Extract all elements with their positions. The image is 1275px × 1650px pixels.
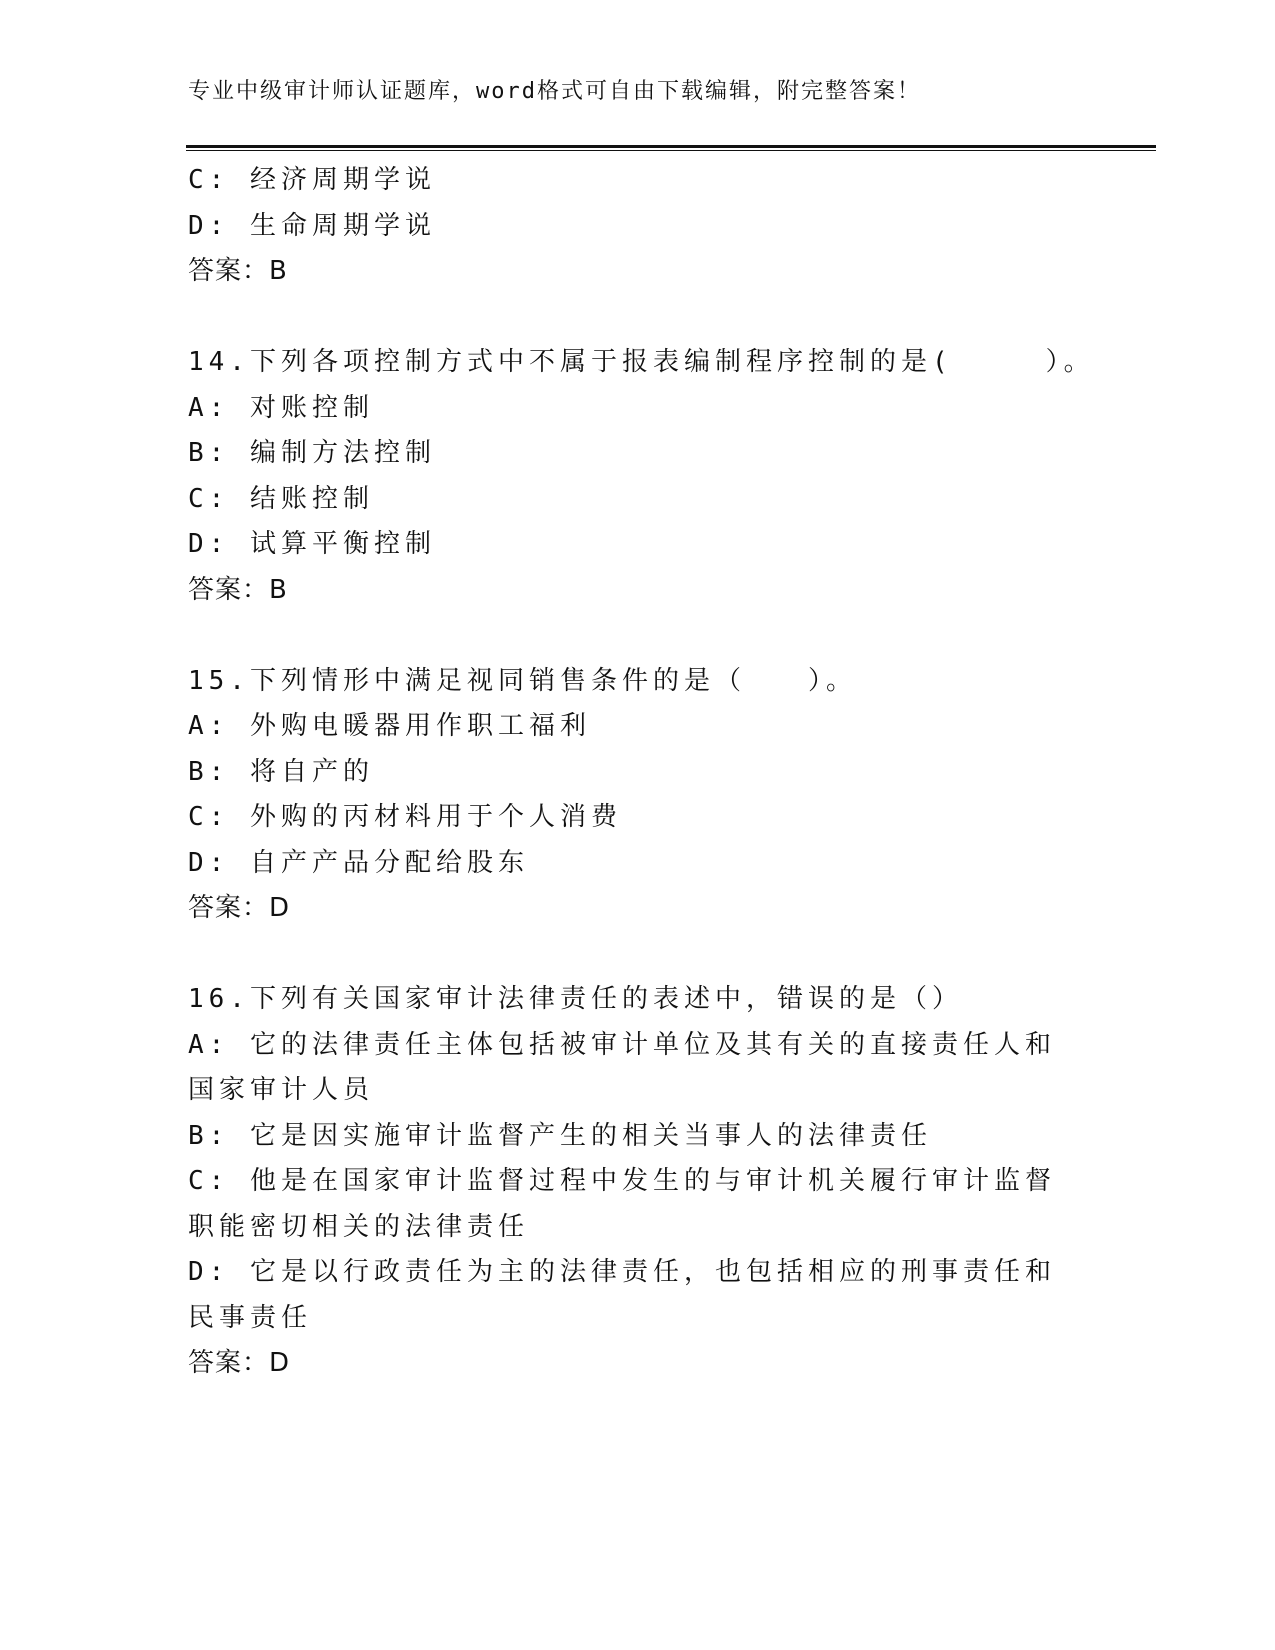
q16-option-a: A: 它的法律责任主体包括被审计单位及其有关的直接责任人和国家审计人员 [188, 1029, 1056, 1105]
q16-question: 16.下列有关国家审计法律责任的表述中，错误的是（） [188, 984, 963, 1014]
q13-answer: 答案：B [188, 256, 288, 286]
spacer [188, 613, 1078, 659]
spacer [188, 932, 1078, 978]
q16-answer: 答案：D [188, 1348, 291, 1378]
q14-option-b: B: 编制方法控制 [188, 438, 436, 468]
q15-answer: 答案：D [188, 893, 291, 923]
document-body [188, 158, 1095, 1387]
q15-option-c: C: 外购的丙材料用于个人消费 [188, 802, 622, 832]
q13-option-c: C: 经济周期学说 [188, 165, 436, 195]
header-rule-thick [186, 145, 1156, 148]
q14-question: 14.下列各项控制方式中不属于报表编制程序控制的是( ）。 [188, 347, 1095, 377]
q16-option-d: D: 它是以行政责任为主的法律责任，也包括相应的刑事责任和民事责任 [188, 1257, 1056, 1333]
q13-option-d: D: 生命周期学说 [188, 210, 436, 241]
q14-option-c: C: 结账控制 [188, 483, 374, 514]
q14-option-a: A: 对账控制 [188, 392, 374, 423]
q15-option-d: D: 自产产品分配给股东 [188, 847, 529, 878]
spacer [188, 295, 1078, 341]
page-header: 专业中级审计师认证题库，word格式可自由下载编辑，附完整答案！ [188, 79, 921, 104]
q15-question: 15.下列情形中满足视同销售条件的是（ ）。 [188, 665, 857, 696]
q16-option-c: C: 他是在国家审计监督过程中发生的与审计机关履行审计监督职能密切相关的法律责任 [188, 1166, 1056, 1242]
q15-option-b: B: 将自产的 [188, 756, 374, 787]
q14-answer: 答案：B [188, 574, 288, 605]
q15-option-a: A: 外购电暖器用作职工福利 [188, 711, 591, 741]
q14-option-d: D: 试算平衡控制 [188, 529, 436, 559]
header-rule-thin [186, 150, 1156, 151]
q16-option-b: B: 它是因实施审计监督产生的相关当事人的法律责任 [188, 1120, 932, 1151]
